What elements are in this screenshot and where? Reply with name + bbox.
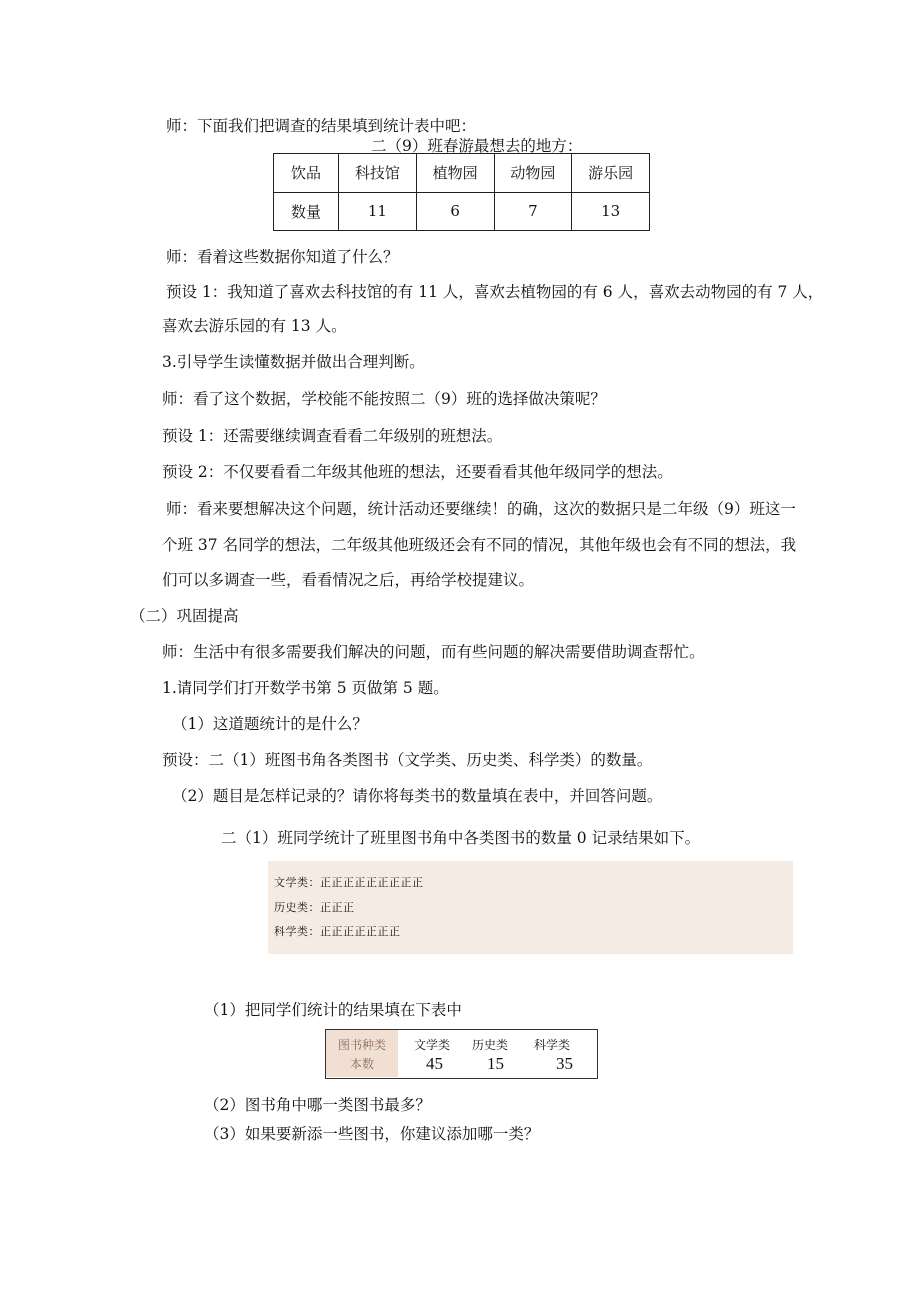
text-line: 预设 1：我知道了喜欢去科技馆的有 11 人，喜欢去植物园的有 6 人，喜欢去动物园的有 7 人， xyxy=(166,283,824,301)
table-cell: 动物园 xyxy=(494,154,572,193)
text-line: （2）题目是怎样记录的？请你将每类书的数量填在表中，并回答问题。 xyxy=(172,787,663,805)
tally-wenxue: 文学类：正正正正正正正正正 xyxy=(274,876,424,889)
text-line: 二（1）班同学统计了班里图书角中各类图书的数量 0 记录结果如下。 xyxy=(221,829,701,847)
table-cell: 科技馆 xyxy=(339,154,417,193)
table-cell: 7 xyxy=(494,192,572,231)
table-header-row xyxy=(274,154,650,193)
books-table xyxy=(325,1029,598,1079)
books-head-bottom: 本数 xyxy=(350,1057,375,1071)
books-value: 15 xyxy=(487,1054,504,1073)
table-cell: 6 xyxy=(416,192,494,231)
text-line: （1）这道题统计的是什么？ xyxy=(172,715,368,733)
text-line: 师：下面我们把调查的结果填到统计表中吧： xyxy=(166,117,477,135)
table-caption: 二（9）班春游最想去的地方： xyxy=(371,137,583,155)
text-line: （3）如果要新添一些图书，你建议添加哪一类？ xyxy=(204,1125,540,1143)
table-cell: 饮品 xyxy=(274,154,339,193)
books-category: 科学类 xyxy=(534,1038,571,1052)
text-line: 们可以多调查一些，看看情况之后，再给学校提建议。 xyxy=(162,571,535,589)
table-cell: 数量 xyxy=(274,192,339,231)
text-line: 师：看来要想解决这个问题，统计活动还要继续！的确，这次的数据只是二年级（9）班这一 xyxy=(166,500,796,518)
text-line: 个班 37 名同学的想法，二年级其他班级还会有不同的情况，其他年级也会有不同的想法，我 xyxy=(162,536,797,554)
section-heading: （二）巩固提高 xyxy=(130,607,239,625)
survey-table xyxy=(273,153,650,231)
books-value: 45 xyxy=(426,1054,443,1073)
text-line: 预设：二（1）班图书角各类图书（文学类、历史类、科学类）的数量。 xyxy=(162,751,653,769)
books-category: 历史类 xyxy=(472,1038,509,1052)
text-line: （2）图书角中哪一类图书最多？ xyxy=(204,1096,431,1114)
books-table-header xyxy=(326,1030,398,1077)
table-row xyxy=(274,192,650,231)
table-cell: 游乐园 xyxy=(572,154,650,193)
tally-lishi: 历史类：正正正 xyxy=(274,901,355,914)
text-line: 师：生活中有很多需要我们解决的问题，而有些问题的解决需要借助调查帮忙。 xyxy=(162,643,705,661)
text-line: 预设 1：还需要继续调查看看二年级别的班想法。 xyxy=(162,427,503,445)
books-value: 35 xyxy=(556,1054,573,1073)
table-cell: 13 xyxy=(572,192,650,231)
text-line: 师：看着这些数据你知道了什么？ xyxy=(166,248,399,266)
text-line: 喜欢去游乐园的有 13 人。 xyxy=(162,317,347,335)
text-line: 1.请同学们打开数学书第 5 页做第 5 题。 xyxy=(162,679,449,697)
text-line: （1）把同学们统计的结果填在下表中 xyxy=(204,1001,462,1019)
books-category: 文学类 xyxy=(414,1038,451,1052)
tally-record-image xyxy=(268,861,793,954)
text-line: 3.引导学生读懂数据并做出合理判断。 xyxy=(162,353,425,371)
text-line: 师：看了这个数据，学校能不能按照二（9）班的选择做决策呢？ xyxy=(162,390,606,408)
table-cell: 植物园 xyxy=(416,154,494,193)
text-line: 预设 2：不仅要看看二年级其他班的想法，还要看看其他年级同学的想法。 xyxy=(162,463,673,481)
books-head-top: 图书种类 xyxy=(338,1038,387,1052)
table-cell: 11 xyxy=(339,192,417,231)
tally-kexue: 科学类：正正正正正正正 xyxy=(274,925,401,938)
